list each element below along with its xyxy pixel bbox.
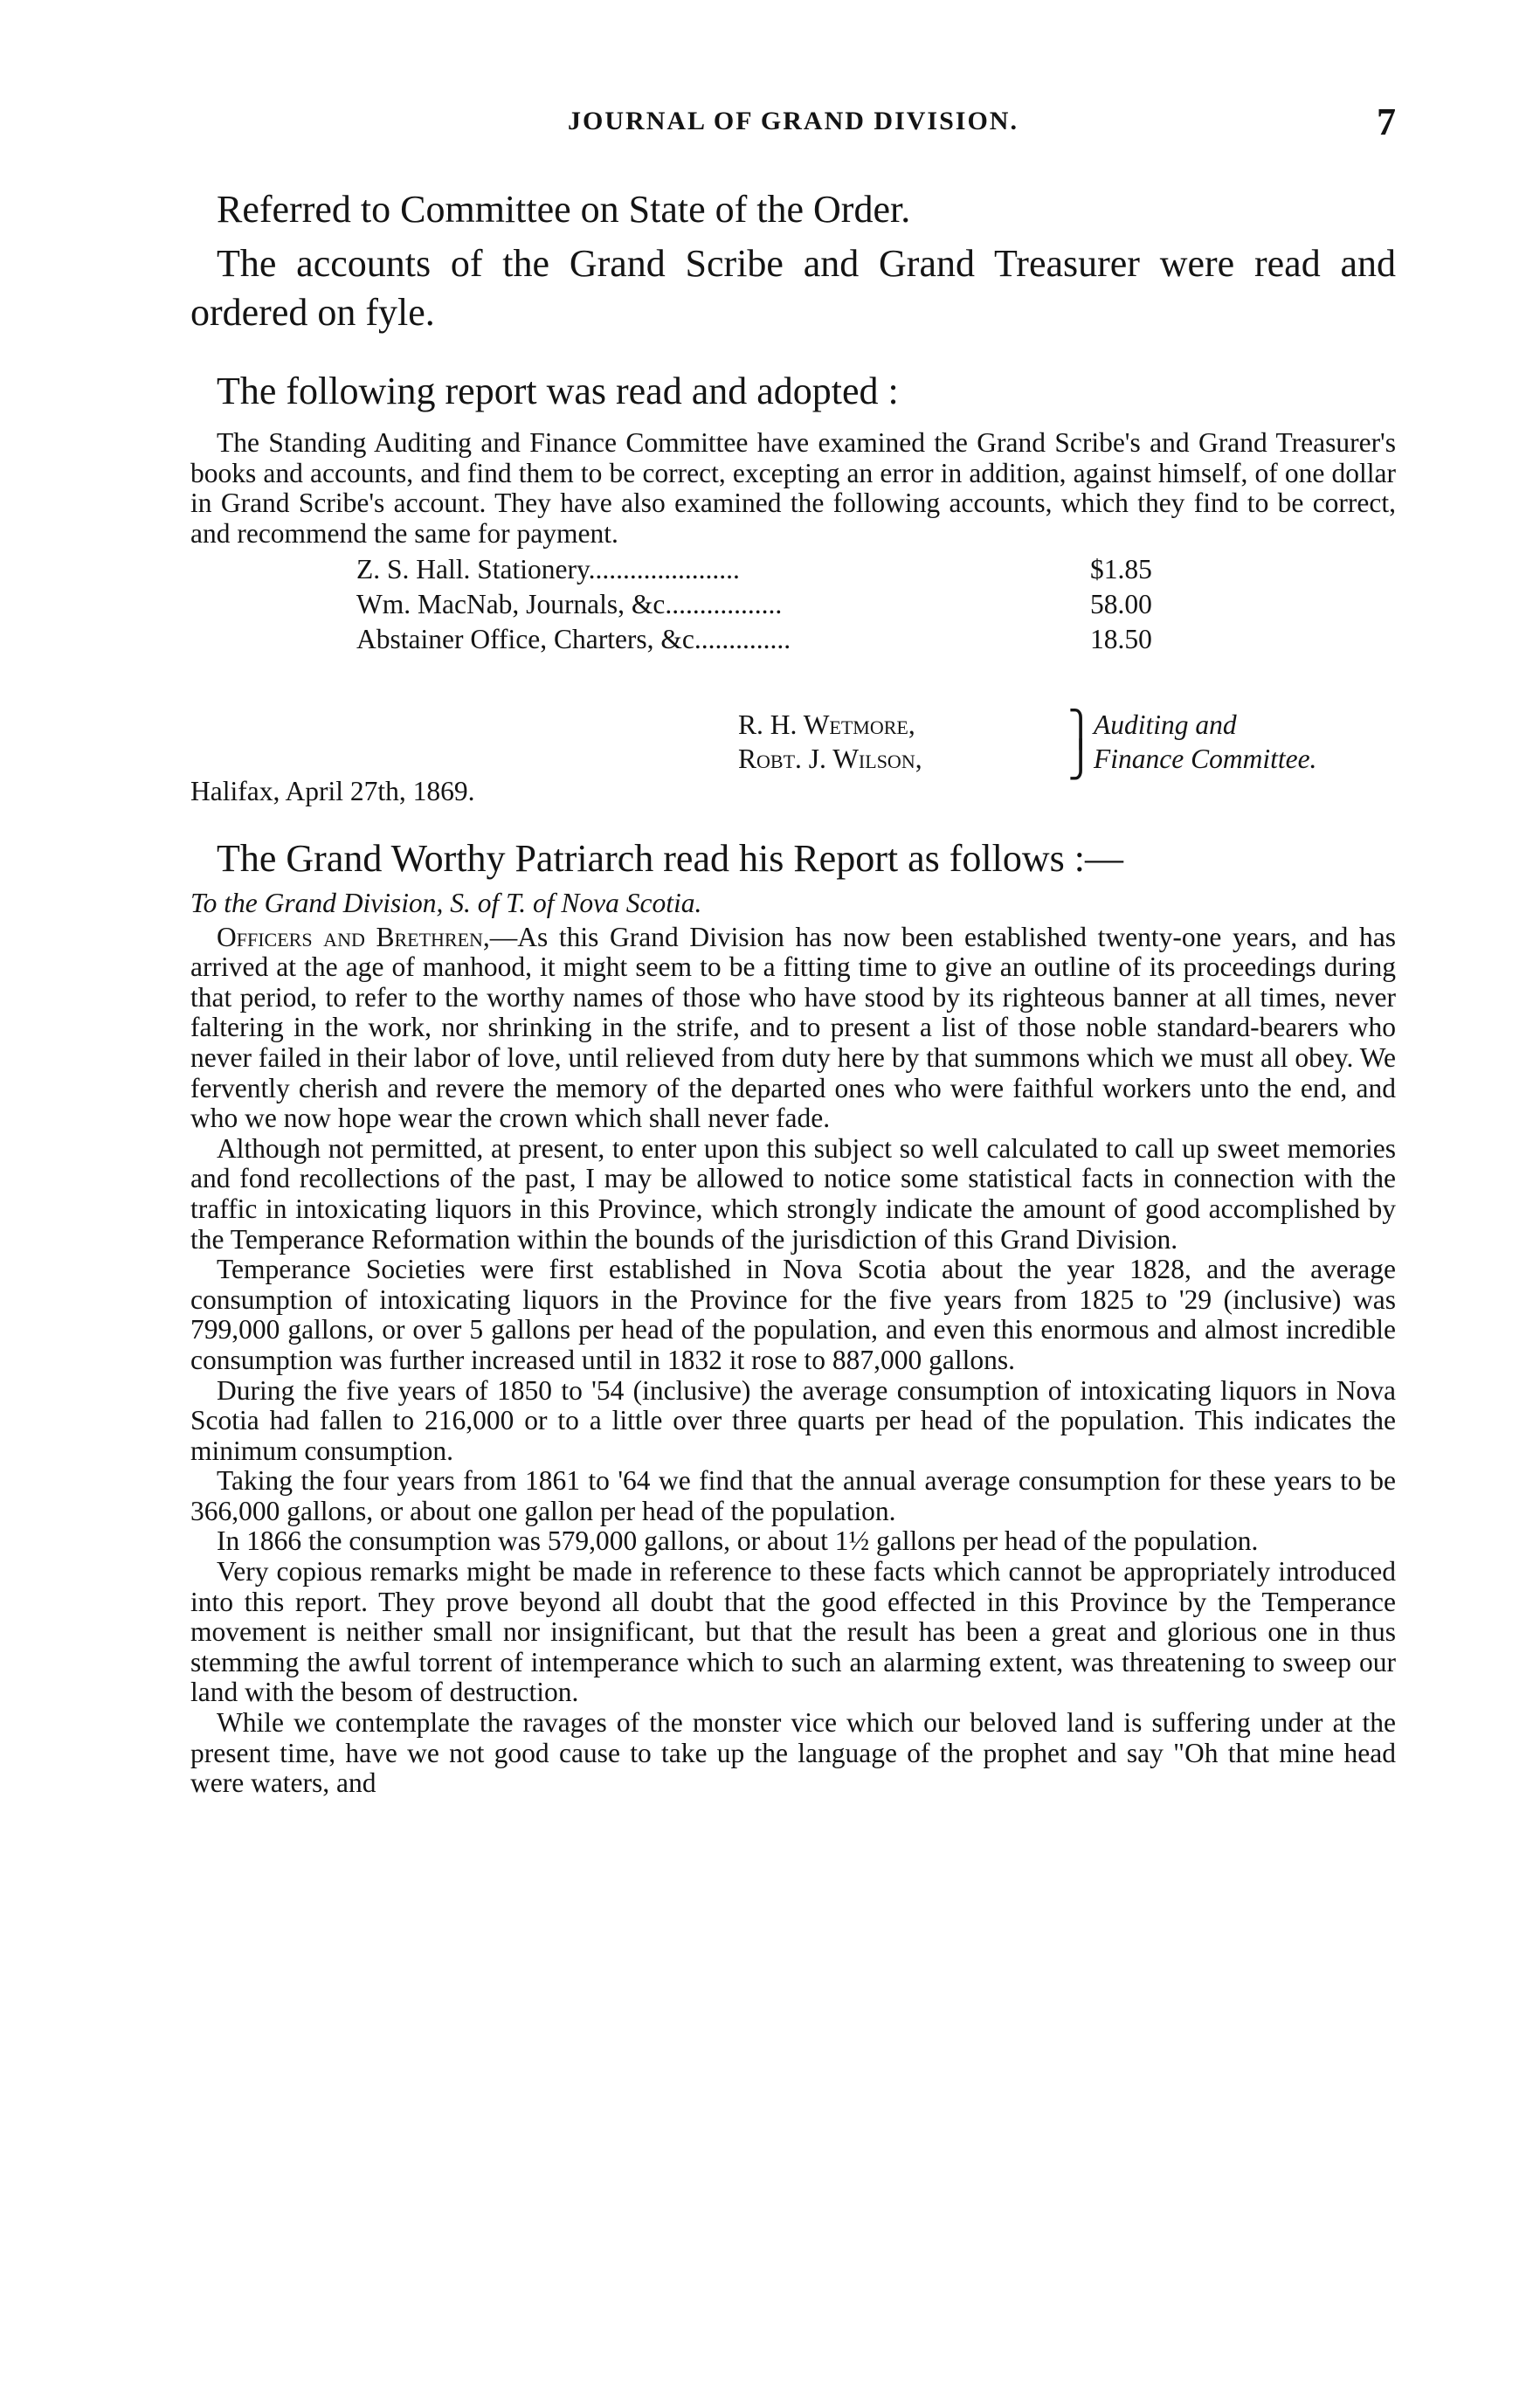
committee-line: Auditing and [1094, 709, 1237, 740]
account-amount: 58.00 [1090, 589, 1152, 620]
intro-block [190, 185, 1396, 416]
signatory-name: Robt. J. Wilson, [738, 744, 922, 774]
page-header [190, 100, 1396, 156]
committee-line: Finance Committee. [1094, 744, 1317, 774]
account-row [190, 554, 1396, 589]
accounts-line: The accounts of the Grand Scribe and Grand Treasurer were read and ordered on fyle. [190, 242, 1396, 334]
account-amount: 18.50 [1090, 624, 1152, 655]
gwp-paragraph: Temperance Societies were first established in Nova Scotia about the year 1828, and the average consumption of intoxicating liquors in the Province for the five years from 1825 to '29 (inclusive) was 799,000 gallons, or over 5 gallons per head of the population, and even this enormous and almost incredible consumption was further increased until in 1832 it rose to 887,000 gallons. [190, 1254, 1396, 1375]
account-label: Wm. MacNab, Journals, &c................. [356, 589, 783, 620]
gwp-paragraph: Although not permitted, at present, to enter upon this subject so well calculated to call up sweet memories and fond recollections of the past, I may be allowed to notice some statistical facts in connection with the traffic in intoxicating liquors in this Province, which strongly indicate the amount of good accomplished by the Temperance Reformation within the bounds of the jurisdiction of this Grand Division. [190, 1132, 1396, 1255]
gwp-address: Officers and Brethren, [217, 921, 490, 952]
committee-report [190, 428, 1396, 659]
committee-report-text: The Standing Auditing and Finance Committee have examined the Grand Scribe's and Grand Treasurer's books and accounts, and find them to be correct, excepting an error in addition, against himself, of one dollar in Grand Scribe's account. They have also examined the following accounts, which they find to be correct, and recommend the same for payment. [190, 427, 1396, 549]
brace-bottom: ⎭ [1067, 740, 1094, 779]
gwp-report [190, 834, 1396, 1799]
brace-top: ⎫ [1067, 709, 1094, 749]
account-amount: $1.85 [1090, 554, 1152, 585]
gwp-paragraph: During the five years of 1850 to '54 (inclusive) the average consumption of intoxicating liquors in Nova Scotia had fallen to 216,000 or to a little over three quarts per head of the population. This indicates the minimum consumption. [190, 1374, 1396, 1466]
page-number: 7 [1377, 100, 1396, 143]
account-label: Z. S. Hall. Stationery...................... [356, 554, 740, 585]
account-label: Abstainer Office, Charters, &c.............. [356, 624, 791, 655]
gwp-paragraph: Officers and Brethren,—As this Grand Division has now been established twenty-one years, and has arrived at the age of manhood, it might seem to be a fitting time to give an outline of its proceedings during that period, to refer to the worthy names of those who have stood by its righteous banner at all times, never faltering in the work, nor shrinking in the strife, and to present a list of those noble standard-bearers who never failed in their labor of love, until relieved from duty here by that summons which we must all obey. We fervently cherish and revere the memory of the departed ones who were faithful workers unto the end, and who we now hope wear the crown which shall never fade. [190, 921, 1396, 1134]
date-line: Halifax, April 27th, 1869. [190, 776, 475, 806]
running-title: JOURNAL OF GRAND DIVISION. [568, 107, 1019, 135]
account-row [190, 589, 1396, 624]
account-row [190, 624, 1396, 659]
gwp-paragraph: Taking the four years from 1861 to '64 we find that the annual average consumption for these years to be 366,000 gallons, or about one gallon per head of the population. [190, 1465, 1396, 1526]
gwp-salutation: To the Grand Division, S. of T. of Nova Scotia. [190, 888, 702, 918]
gwp-paragraph: In 1866 the consumption was 579,000 gallons, or about 1½ gallons per head of the population. [217, 1525, 1259, 1557]
report-adopted-line: The following report was read and adopted : [217, 370, 899, 412]
accounts-list [190, 554, 1396, 659]
referred-line: Referred to Committee on State of the Order. [217, 188, 911, 231]
gwp-paragraph: Very copious remarks might be made in reference to these facts which cannot be appropriately introduced into this report. They prove beyond all doubt that the good effected in this Province by the Temperance movement is neither small nor insignificant, but that the result has been a great and glorious one in thus stemming the awful torrent of intemperance which to such an alarming extent, was threatening to sweep our land with the besom of destruction. [190, 1556, 1396, 1708]
gwp-paragraph: While we contemplate the ravages of the monster vice which our beloved land is suffering under at the present time, have we not good cause to take up the language of the prophet and say "Oh that mine head were waters, and [190, 1707, 1396, 1799]
signatory-name: R. H. Wetmore, [738, 709, 915, 740]
gwp-heading: The Grand Worthy Patriarch read his Report as follows :— [217, 837, 1123, 880]
